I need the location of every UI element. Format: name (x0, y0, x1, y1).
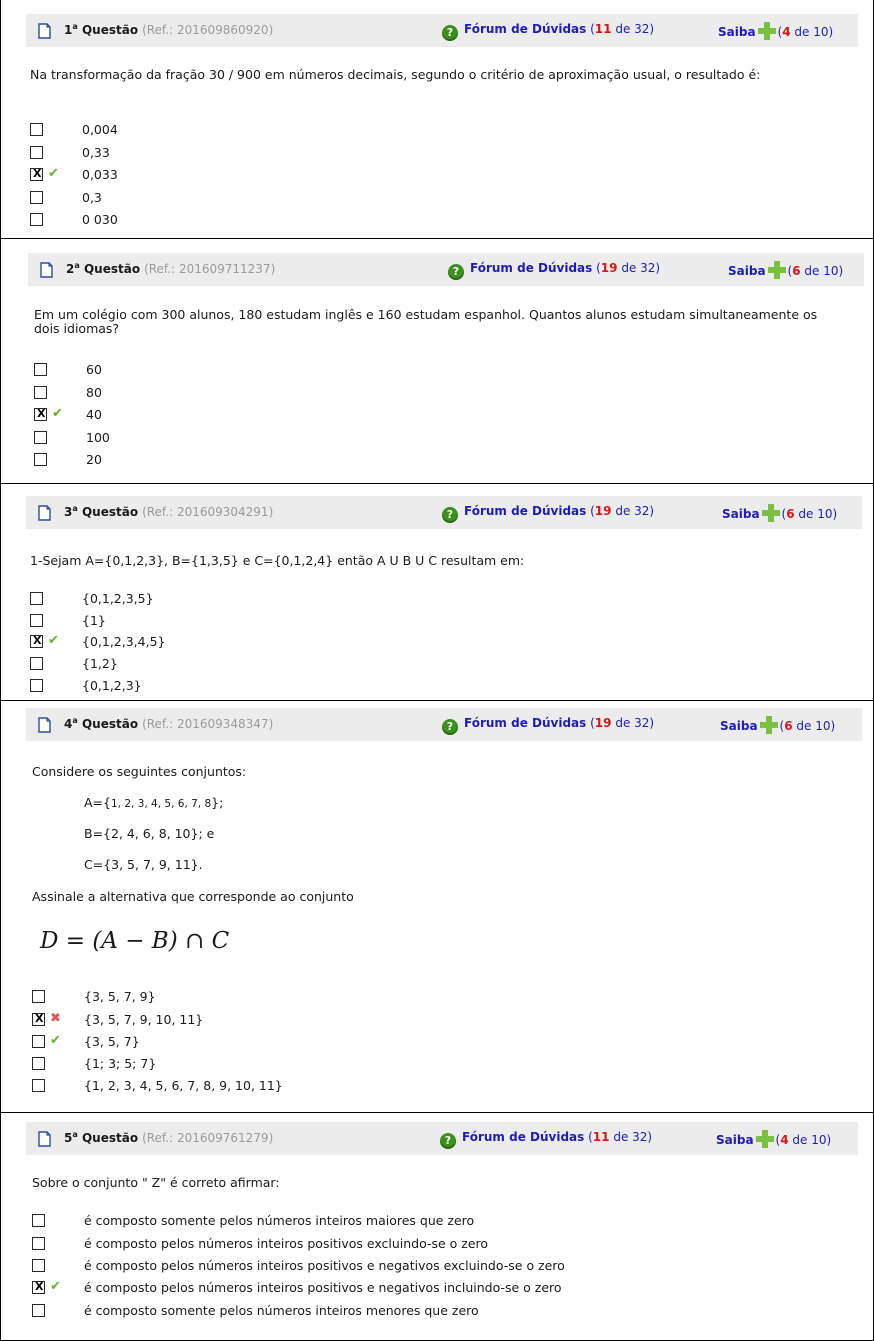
document-icon (38, 717, 51, 733)
checkbox[interactable] (34, 386, 47, 399)
saiba-mais-link[interactable]: Saiba (4 de 10) (716, 1130, 831, 1148)
checkbox[interactable] (32, 1214, 45, 1227)
question-ref: (Ref.: 201609860920) (142, 23, 274, 37)
forum-link[interactable]: ? Fórum de Dúvidas (19 de 32) (442, 716, 654, 735)
checkbox-checked[interactable] (30, 635, 43, 648)
set-b: B={2, 4, 6, 8, 10}; e (84, 826, 215, 841)
question-title: 5$^a$ Questão (Ref.: 201609761279) (64, 1130, 274, 1145)
checkbox[interactable] (32, 1259, 45, 1272)
question-text: Considere os seguintes conjuntos: (32, 764, 247, 779)
checkbox[interactable] (34, 431, 47, 444)
question-divider (0, 1112, 874, 1113)
question-ref: (Ref.: 201609304291) (142, 505, 274, 519)
document-icon (38, 23, 51, 39)
plus-icon (758, 22, 776, 40)
set-a: A={1, 2, 3, 4, 5, 6, 7, 8}; (84, 795, 224, 810)
saiba-mais-link[interactable]: Saiba (6 de 10) (722, 504, 837, 522)
saiba-mais-link[interactable]: Saiba (6 de 10) (728, 261, 843, 279)
document-icon (38, 1131, 51, 1147)
help-icon: ? (440, 1133, 456, 1149)
checkbox-checked[interactable] (30, 168, 43, 181)
saiba-mais-link[interactable]: Saiba (6 de 10) (720, 716, 835, 734)
document-icon (40, 262, 53, 278)
forum-link[interactable]: ? Fórum de Dúvidas (19 de 32) (448, 261, 660, 280)
checkbox[interactable] (30, 146, 43, 159)
question-text: Sobre o conjunto " Z" é correto afirmar: (32, 1175, 280, 1190)
forum-link[interactable]: ? Fórum de Dúvidas (11 de 32) (442, 22, 654, 41)
checkbox[interactable] (34, 453, 47, 466)
frame-left-border (0, 0, 1, 1341)
set-c: C={3, 5, 7, 9, 11}. (84, 857, 203, 872)
forum-link[interactable]: ? Fórum de Dúvidas (19 de 32) (442, 504, 654, 523)
checkbox[interactable] (32, 1304, 45, 1317)
question-ref: (Ref.: 201609711237) (144, 262, 276, 276)
checkbox[interactable] (30, 592, 43, 605)
checkbox-checked[interactable] (34, 408, 47, 421)
checkbox[interactable] (30, 614, 43, 627)
help-icon: ? (442, 719, 458, 735)
checkbox[interactable] (30, 213, 43, 226)
checkbox[interactable] (32, 1035, 45, 1048)
question-ref: (Ref.: 201609761279) (142, 1131, 274, 1145)
check-icon: ✔ (50, 1033, 61, 1048)
check-icon: ✔ (48, 166, 59, 181)
question-text: Em um colégio com 300 alunos, 180 estudam inglês e 160 estudam espanhol. Quantos alunos estudam simultaneamente os dois idiomas? (34, 307, 818, 336)
checkbox[interactable] (32, 1237, 45, 1250)
checkbox[interactable] (32, 1079, 45, 1092)
plus-icon (762, 504, 780, 522)
checkbox-checked[interactable] (32, 1281, 45, 1294)
checkbox[interactable] (30, 123, 43, 136)
question-header (26, 1122, 858, 1155)
checkbox[interactable] (30, 679, 43, 692)
check-icon: ✔ (50, 1279, 61, 1294)
question-text: Na transformação da fração 30 / 900 em números decimais, segundo o critério de aproximação usual, o resultado é: (30, 67, 761, 82)
checkbox[interactable] (30, 191, 43, 204)
plus-icon (768, 261, 786, 279)
question-header (28, 253, 864, 286)
forum-link[interactable]: ? Fórum de Dúvidas (11 de 32) (440, 1130, 652, 1149)
question-divider (0, 238, 874, 239)
question-title: 1$^a$ Questão (Ref.: 201609860920) (64, 22, 274, 37)
checkbox[interactable] (32, 990, 45, 1003)
question-header (26, 496, 862, 529)
question-title: 3$^a$ Questão (Ref.: 201609304291) (64, 504, 274, 519)
checkbox-checked[interactable] (32, 1013, 45, 1026)
plus-icon (756, 1130, 774, 1148)
question-text-2: Assinale a alternativa que corresponde ao conjunto (32, 889, 354, 904)
plus-icon (760, 716, 778, 734)
question-divider (0, 700, 874, 701)
check-icon: ✔ (48, 633, 59, 648)
question-divider (0, 483, 874, 484)
question-header (26, 14, 858, 47)
help-icon: ? (448, 264, 464, 280)
question-title: 2$^a$ Questão (Ref.: 201609711237) (66, 261, 276, 276)
help-icon: ? (442, 25, 458, 41)
question-ref: (Ref.: 201609348347) (142, 717, 274, 731)
checkbox[interactable] (32, 1057, 45, 1070)
checkbox[interactable] (34, 363, 47, 376)
question-header (26, 708, 862, 741)
document-icon (38, 505, 51, 521)
saiba-mais-link[interactable]: Saiba (4 de 10) (718, 22, 833, 40)
formula: D = (A − B) ∩ C (40, 928, 230, 954)
check-icon: ✔ (52, 406, 63, 421)
cross-icon: ✖ (50, 1011, 61, 1026)
question-title: 4$^a$ Questão (Ref.: 201609348347) (64, 716, 274, 731)
help-icon: ? (442, 507, 458, 523)
question-text: 1-Sejam A={0,1,2,3}, B={1,3,5} e C={0,1,2,4} então A U B U C resultam em: (30, 553, 525, 568)
checkbox[interactable] (30, 657, 43, 670)
